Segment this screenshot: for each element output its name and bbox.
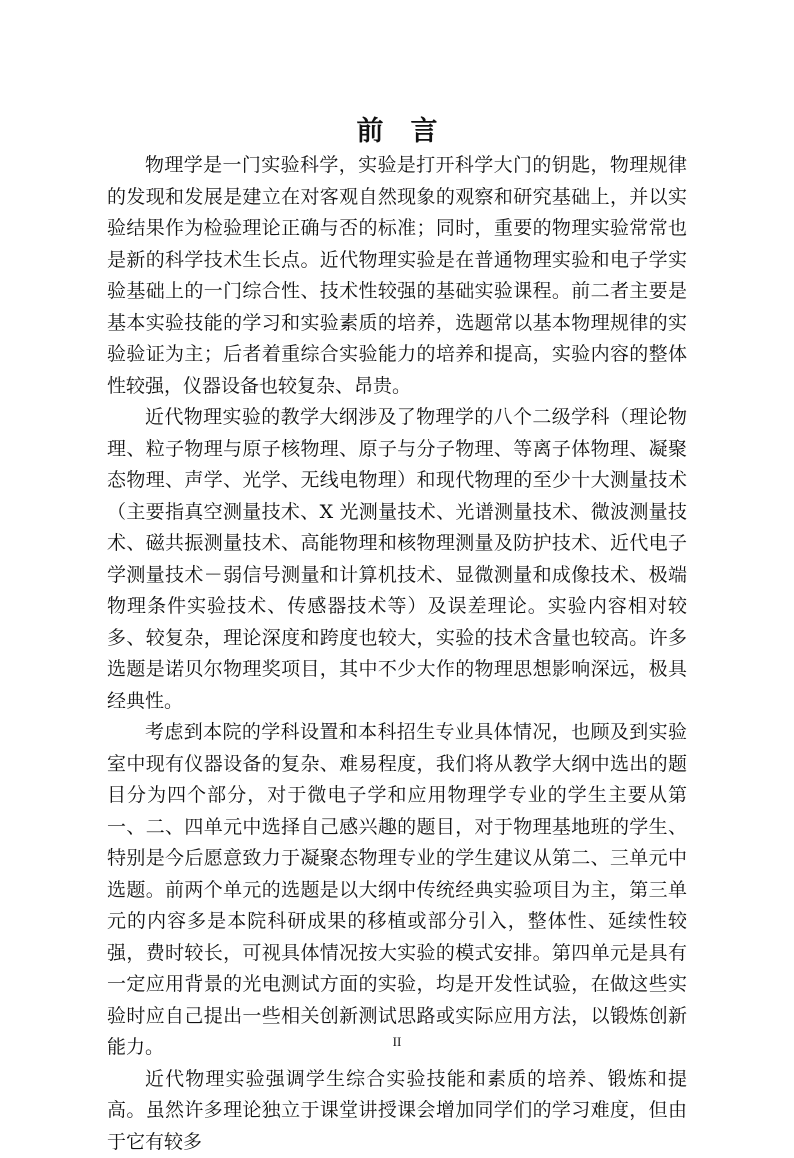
page-title-char-2: 言 [411,114,438,150]
page-title [0,114,794,150]
page-number: II [0,1034,794,1050]
preface-body [107,150,687,1158]
paragraph-3: 考虑到本院的学科设置和本科招生专业具体情况，也顾及到实验室中现有仪器设备的复杂、难易程度，我们将从教学大纲中选出的题目分为四个部分，对于微电子学和应用物理学专业的学生主要从第一、二、四单元中选择自己感兴趣的题目，对于物理基地班的学生、特别是今后愿意致力于凝聚态物理专业的学生建议从第二、三单元中选题。前两个单元的选题是以大纲中传统经典实验项目为主，第三单元的内容多是本院科研成果的移植或部分引入，整体性、延续性较强，费时较长，可视具体情况按大实验的模式安排。第四单元是具有一定应用背景的光电测试方面的实验，均是开发性试验，在做这些实验时应自己提出一些相关创新测试思路或实际应用方法，以锻炼创新能力。 [107,717,687,1064]
paragraph-4: 近代物理实验强调学生综合实验技能和素质的培养、锻炼和提高。虽然许多理论独立于课堂讲授课会增加同学们的学习难度，但由于它有较多 [107,1064,687,1158]
paragraph-2: 近代物理实验的教学大纲涉及了物理学的八个二级学科（理论物理、粒子物理与原子核物理、原子与分子物理、等离子体物理、凝聚态物理、声学、光学、无线电物理）和现代物理的至少十大测量技术（主要指真空测量技术、X 光测量技术、光谱测量技术、微波测量技术、磁共振测量技术、高能物理和核物理测量及防护技术、近代电子学测量技术－弱信号测量和计算机技术、显微测量和成像技术、极端物理条件实验技术、传感器技术等）及误差理论。实验内容相对较多、较复杂，理论深度和跨度也较大，实验的技术含量也较高。许多选题是诺贝尔物理奖项目，其中不少大作的物理思想影响深远，极具经典性。 [107,402,687,717]
paragraph-1: 物理学是一门实验科学，实验是打开科学大门的钥匙，物理规律的发现和发展是建立在对客观自然现象的观察和研究基础上，并以实验结果作为检验理论正确与否的标准；同时，重要的物理实验常常也是新的科学技术生长点。近代物理实验是在普通物理实验和电子学实验基础上的一门综合性、技术性较强的基础实验课程。前二者主要是基本实验技能的学习和实验素质的培养，选题常以基本物理规律的实验验证为主；后者着重综合实验能力的培养和提高，实验内容的整体性较强，仪器设备也较复杂、昂贵。 [107,150,687,402]
page-title-char-1: 前 [357,114,384,150]
